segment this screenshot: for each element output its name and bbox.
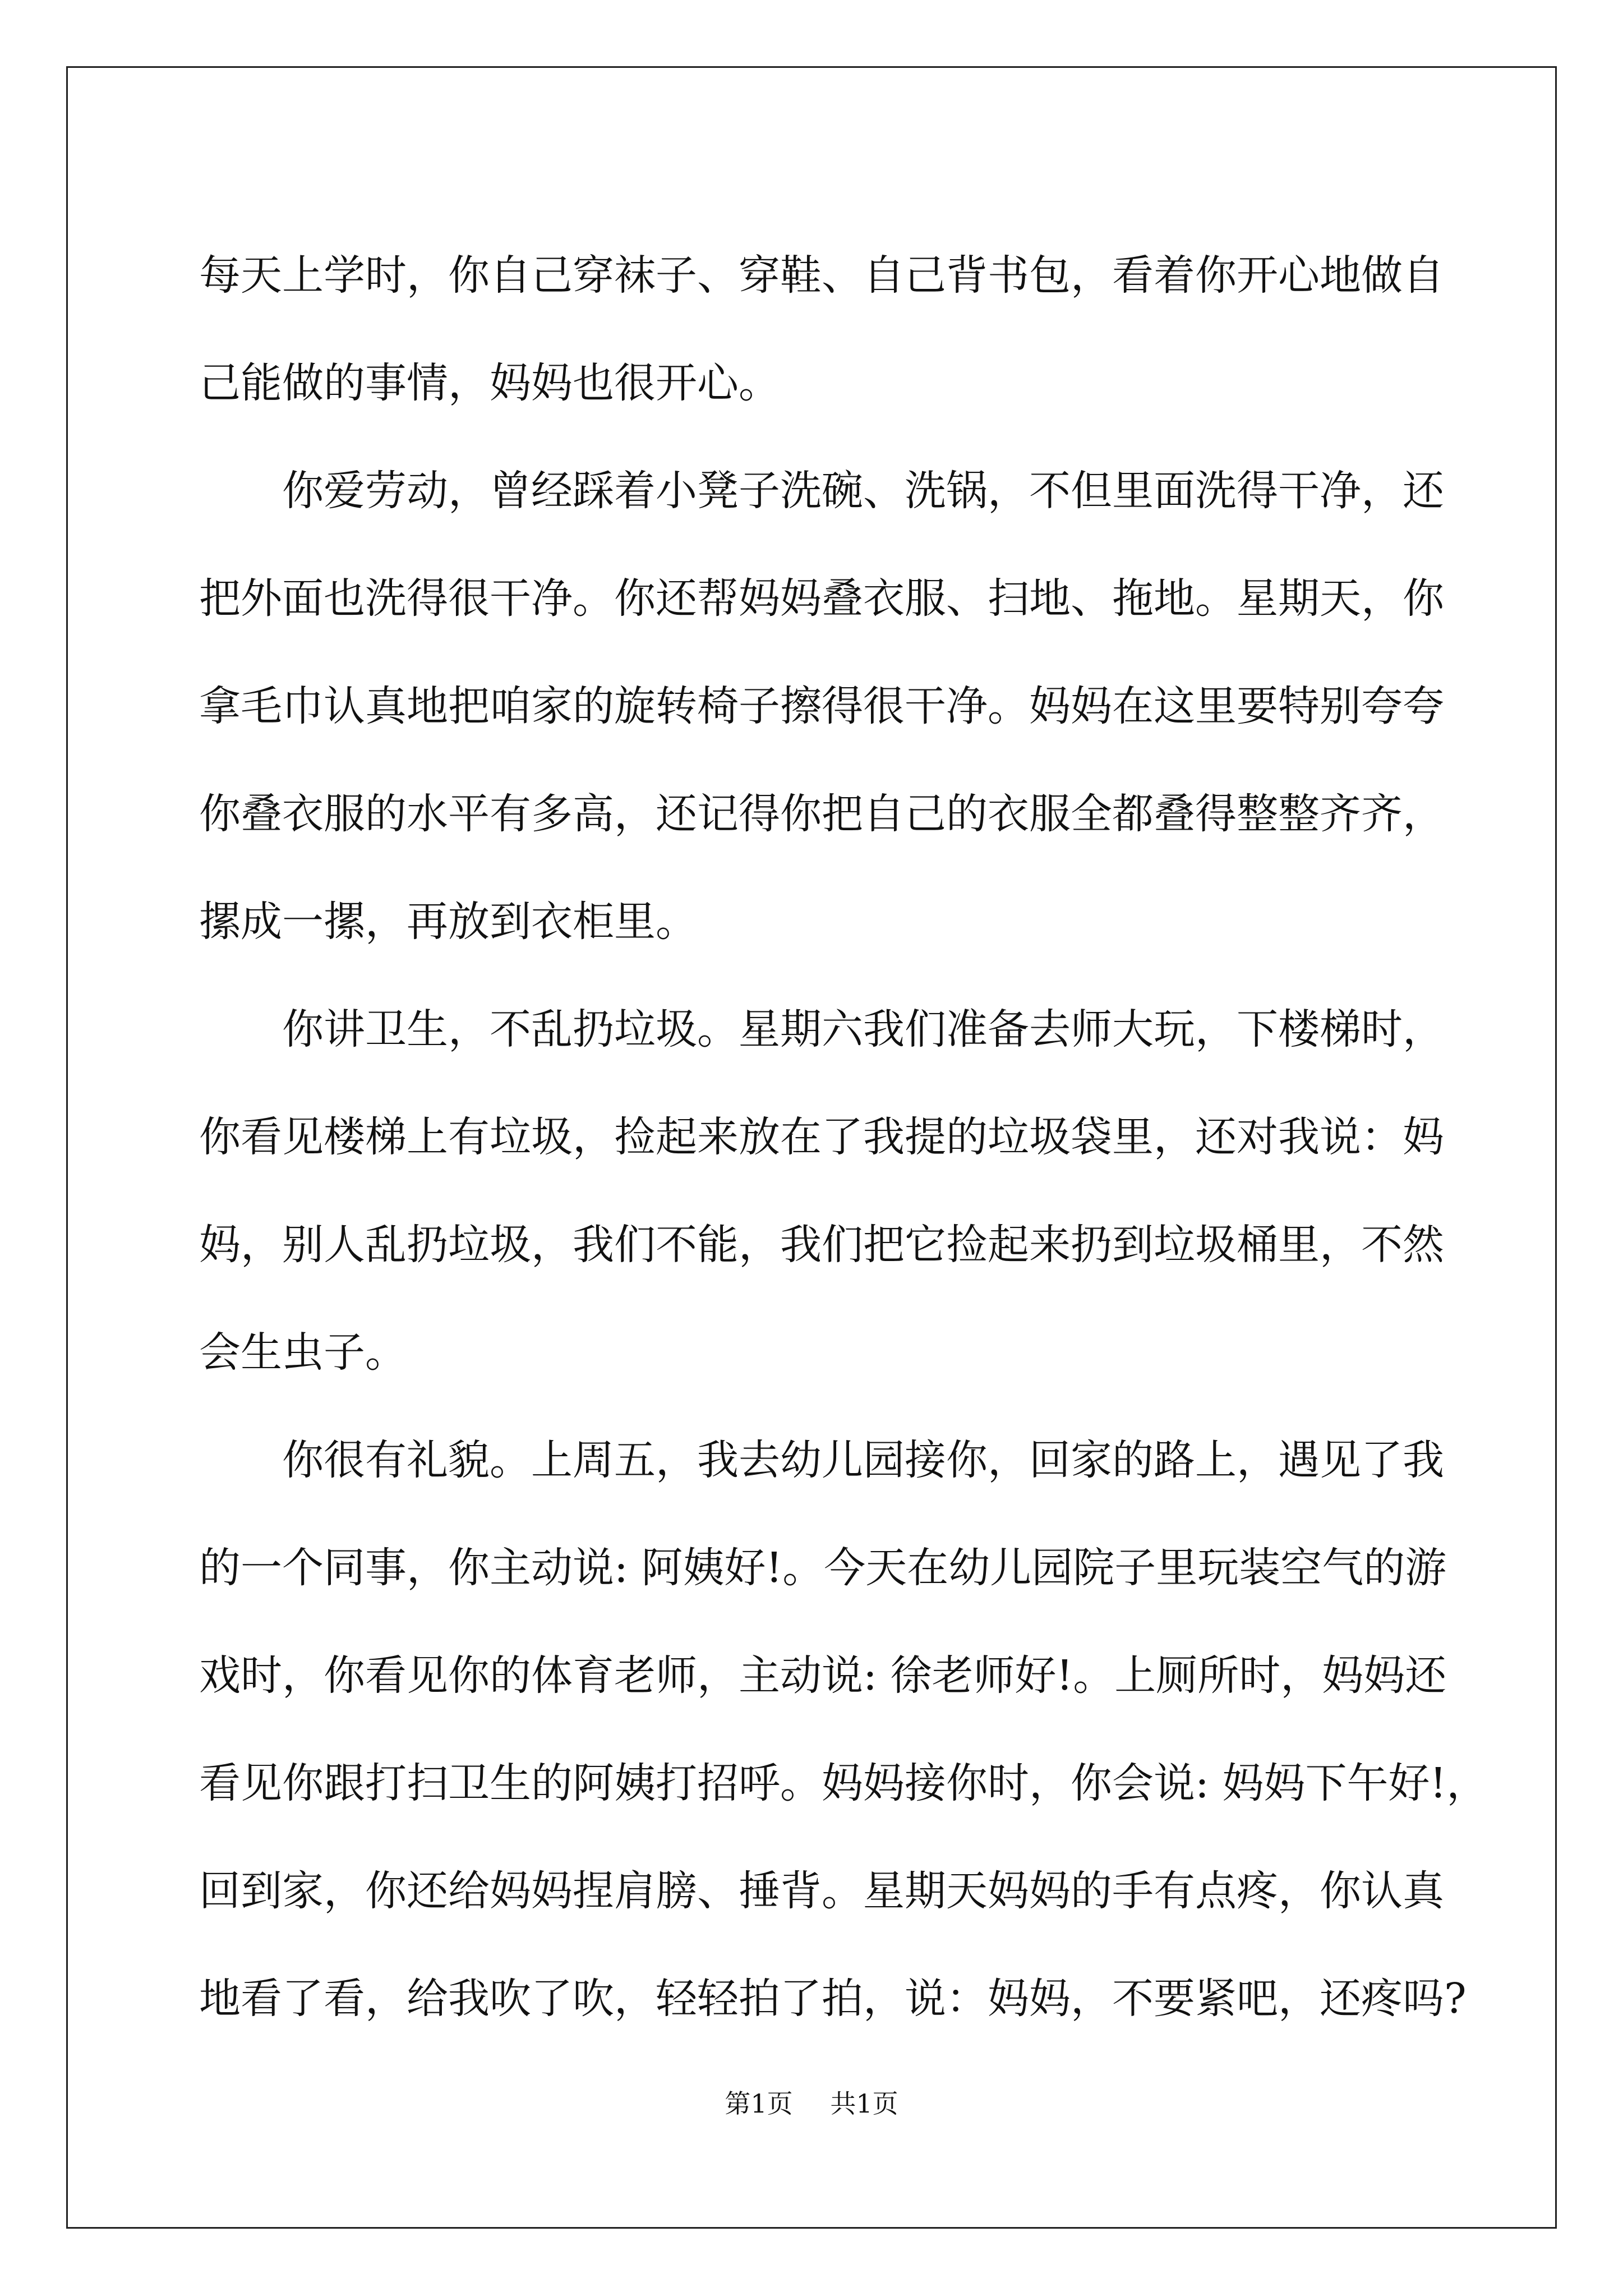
document-body (199, 222, 1488, 2053)
text-line: 看见你跟打扫卫生的阿姨打招呼。妈妈接你时，你会说: 妈妈下午好!， (199, 1759, 1488, 1807)
text-line: 的一个同事，你主动说: 阿姨好!。今天在幼儿园院子里玩装空气的游 (199, 1544, 1447, 1592)
text-line: 回到家，你还给妈妈捏肩膀、捶背。星期天妈妈的手有点疼，你认真 (199, 1867, 1444, 1915)
text-line: 拿毛巾认真地把咱家的旋转椅子擦得很干净。妈妈在这里要特别夸夸 (199, 682, 1444, 730)
text-line: 地看了看，给我吹了吹，轻轻拍了拍，说：妈妈，不要紧吧，还疼吗? (199, 1975, 1467, 2023)
text-line: 你看见楼梯上有垃圾，捡起来放在了我提的垃圾袋里，还对我说：妈 (199, 1113, 1444, 1161)
text-line: 会生虫子。 (199, 1328, 407, 1377)
text-line: 你很有礼貌。上周五，我去幼儿园接你，回家的路上，遇见了我 (282, 1436, 1444, 1484)
page-total: 共1页 (830, 2088, 898, 2119)
text-line: 摞成一摞，再放到衣柜里。 (199, 898, 697, 946)
text-line: 你爱劳动，曾经踩着小凳子洗碗、洗锅，不但里面洗得干净，还 (282, 467, 1444, 515)
text-line: 你叠衣服的水平有多高，还记得你把自己的衣服全都叠得整整齐齐， (199, 790, 1444, 838)
text-line: 戏时，你看见你的体育老师，主动说: 徐老师好!。上厕所时，妈妈还 (199, 1651, 1447, 1700)
text-line: 你讲卫生，不乱扔垃圾。星期六我们准备去师大玩，下楼梯时， (282, 1005, 1444, 1053)
text-line: 妈，别人乱扔垃圾，我们不能，我们把它捡起来扔到垃圾桶里，不然 (199, 1221, 1444, 1269)
text-line: 己能做的事情，妈妈也很开心。 (199, 359, 780, 407)
page-number: 第1页 (725, 2088, 793, 2119)
text-line: 每天上学时，你自己穿袜子、穿鞋、自己背书包，看着你开心地做自 (199, 251, 1444, 300)
page-footer (0, 2087, 1623, 2120)
text-line: 把外面也洗得很干净。你还帮妈妈叠衣服、扫地、拖地。星期天，你 (199, 574, 1444, 623)
